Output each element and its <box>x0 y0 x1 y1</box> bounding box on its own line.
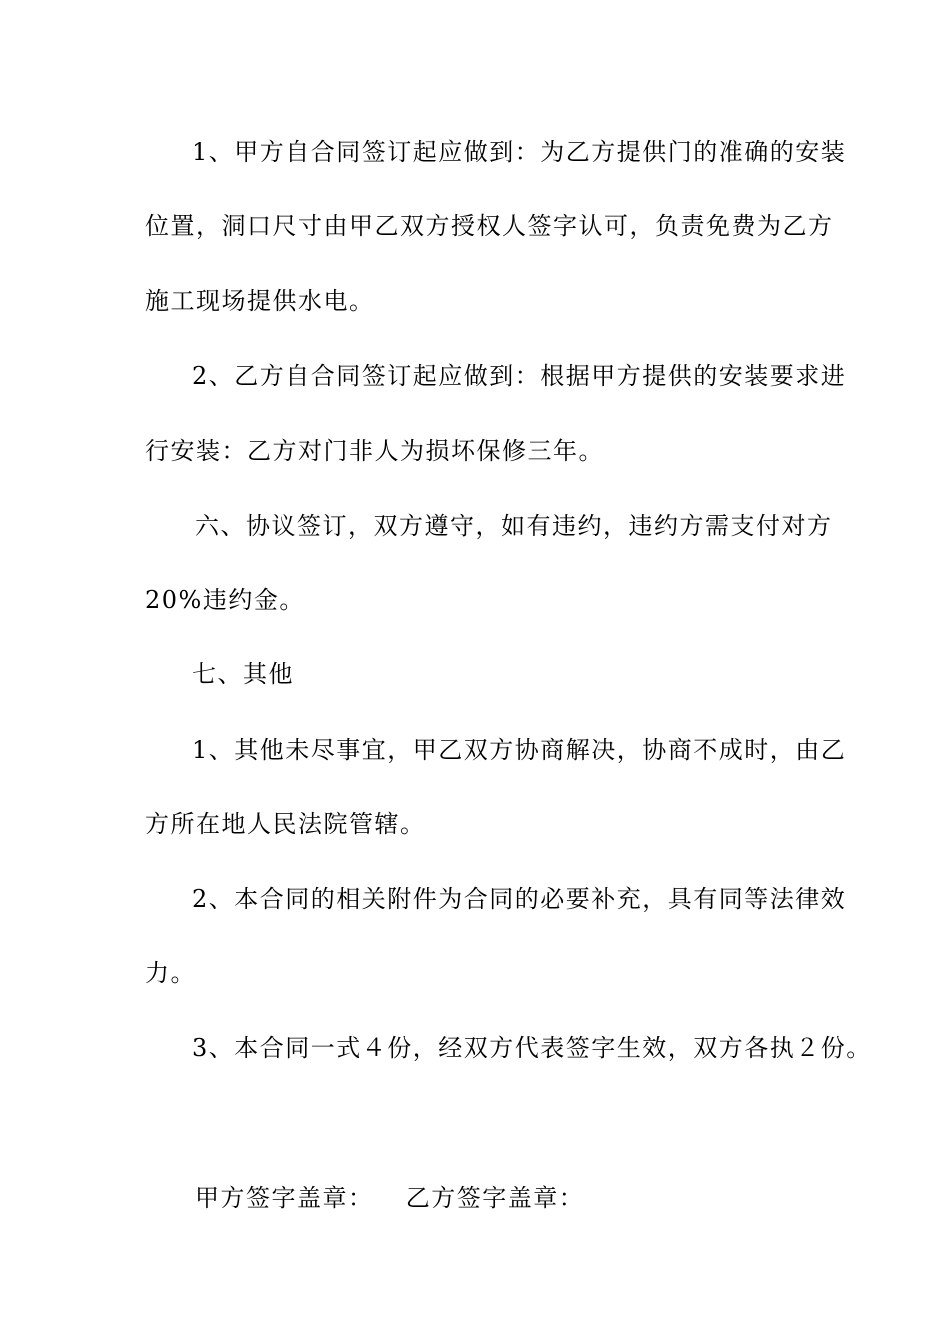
signature-line <box>195 1183 875 1213</box>
clause-7-1-line-2: 位置，洞口尺寸由甲乙双方授权人签字认可，负责免费为乙方 <box>145 212 834 240</box>
clause-2-line-1: 2、乙方自合同签订起应做到：根据甲方提供的安装要求进 <box>192 362 847 390</box>
clause-7-1-line-3: 施工现场提供水电。 <box>145 287 375 315</box>
other-clause-1-line-2: 方所在地人民法院管辖。 <box>145 810 426 838</box>
party-a-signature-label: 甲方签字盖章： <box>195 1184 374 1212</box>
section-7-heading: 七、其他 <box>192 660 294 688</box>
clause-2-line-2: 行安装：乙方对门非人为损坏保修三年。 <box>145 437 604 465</box>
party-b-signature-label: 乙方签字盖章： <box>405 1184 585 1212</box>
section-6-line-2: 20%违约金。 <box>145 586 305 614</box>
clause-7-1-line-1: 1、甲方自合同签订起应做到：为乙方提供门的准确的安装 <box>192 138 847 166</box>
other-clause-2-line-1: 2、本合同的相关附件为合同的必要补充，具有同等法律效 <box>192 885 847 913</box>
other-clause-1-line-1: 1、其他未尽事宜，甲乙双方协商解决，协商不成时，由乙 <box>192 736 847 764</box>
other-clause-3-line-1: 3、本合同一式４份，经双方代表签字生效，双方各执２份。 <box>192 1034 872 1062</box>
section-6-line-1: 六、协议签订，双方遵守，如有违约，违约方需支付对方 <box>195 512 833 540</box>
other-clause-2-line-2: 力。 <box>145 959 196 987</box>
